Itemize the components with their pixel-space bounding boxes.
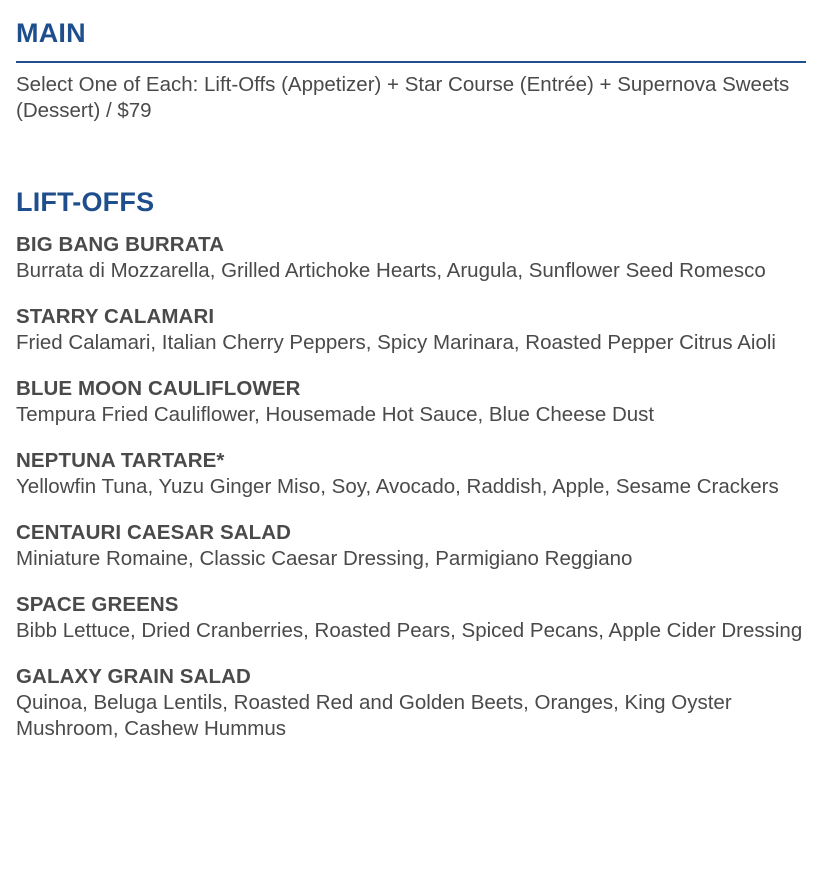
menu-item xyxy=(16,304,806,356)
menu-item-name: BLUE MOON CAULIFLOWER xyxy=(16,377,301,400)
menu-item-name: NEPTUNA TARTARE* xyxy=(16,449,225,472)
main-section-title: MAIN xyxy=(16,0,806,63)
menu-item xyxy=(16,664,806,742)
menu-item-description: Miniature Romaine, Classic Caesar Dressing, Parmigiano Reggiano xyxy=(16,547,633,570)
menu-item xyxy=(16,448,806,500)
main-section-description: Select One of Each: Lift-Offs (Appetizer) + Star Course (Entrée) + Supernova Sweets (Dessert) / $79 xyxy=(16,73,790,122)
menu-item-description: Bibb Lettuce, Dried Cranberries, Roasted Pears, Spiced Pecans, Apple Cider Dressing xyxy=(16,619,803,642)
menu-item-description: Yellowfin Tuna, Yuzu Ginger Miso, Soy, Avocado, Raddish, Apple, Sesame Crackers xyxy=(16,475,779,498)
menu-item-name: SPACE GREENS xyxy=(16,593,179,616)
menu-item-description: Burrata di Mozzarella, Grilled Artichoke Hearts, Arugula, Sunflower Seed Romesco xyxy=(16,259,766,282)
menu-item-description: Quinoa, Beluga Lentils, Roasted Red and Golden Beets, Oranges, King Oyster Mushroom, Cashew Hummus xyxy=(16,691,732,740)
menu-item xyxy=(16,592,806,644)
liftoffs-menu-list xyxy=(16,232,806,742)
menu-item xyxy=(16,232,806,284)
menu-item-name: STARRY CALAMARI xyxy=(16,305,215,328)
menu-item-name: BIG BANG BURRATA xyxy=(16,233,225,256)
menu-item xyxy=(16,376,806,428)
menu-item-name: CENTAURI CAESAR SALAD xyxy=(16,521,292,544)
menu-item xyxy=(16,520,806,572)
menu-item-description: Fried Calamari, Italian Cherry Peppers, Spicy Marinara, Roasted Pepper Citrus Aioli xyxy=(16,331,776,354)
menu-item-name: GALAXY GRAIN SALAD xyxy=(16,665,251,688)
liftoffs-section-title: LIFT-OFFS xyxy=(16,187,155,217)
menu-item-description: Tempura Fried Cauliflower, Housemade Hot Sauce, Blue Cheese Dust xyxy=(16,403,655,426)
